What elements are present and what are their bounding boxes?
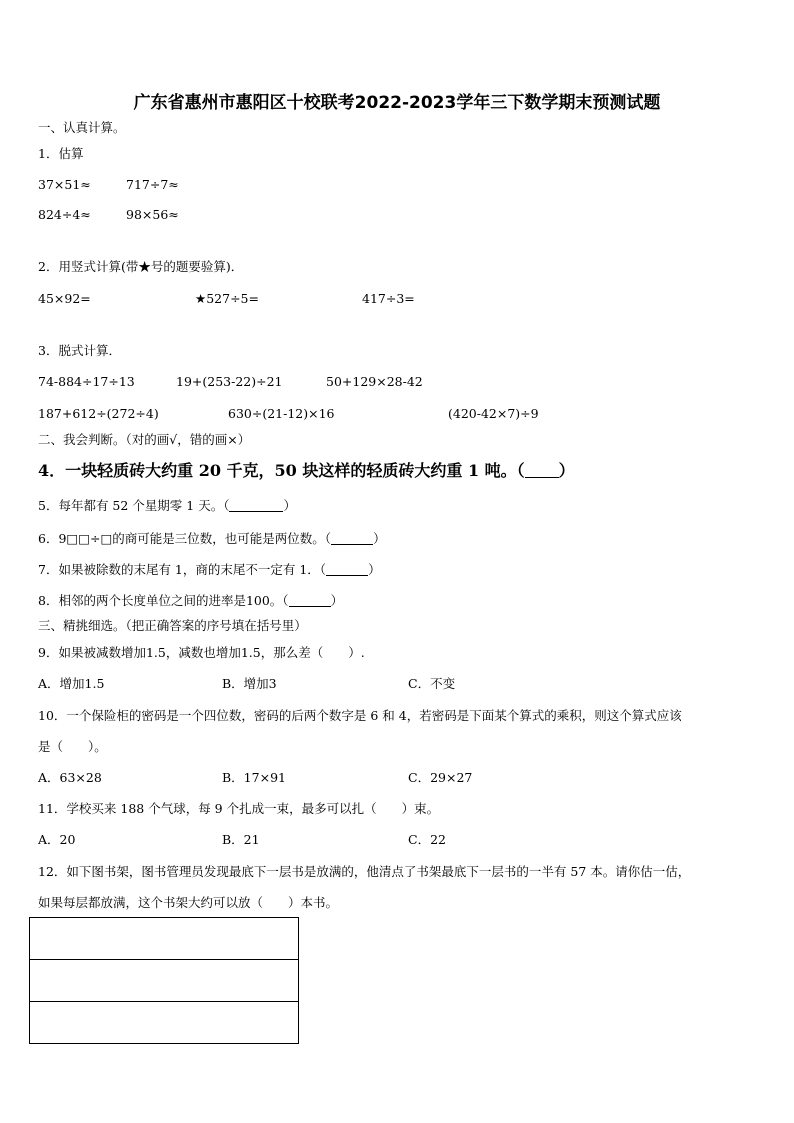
question-12-line2: 如果每层都放满，这个书架大约可以放（ ）本书。 [38, 895, 339, 910]
option-c[interactable]: C．不变 [408, 676, 456, 691]
shelf-layer [30, 1002, 298, 1044]
option-b[interactable]: B．增加3 [222, 676, 277, 691]
step-calc-item: (420-42×7)÷9 [448, 406, 539, 421]
question-6: 6．9□□÷□的商可能是三位数，也可能是两位数。（ ） [38, 531, 386, 546]
answer-blank[interactable] [229, 498, 283, 512]
step-calc-item: 19+(253-22)÷21 [176, 374, 283, 389]
bookshelf-diagram [29, 917, 299, 1044]
section-heading-2: 二、我会判断。（对的画√，错的画×） [38, 432, 251, 447]
question-4: 4．一块轻质砖大约重 20 千克，50 块这样的轻质砖大约重 1 吨。（ ） [38, 461, 575, 480]
answer-blank[interactable] [525, 464, 559, 478]
question-8: 8．相邻的两个长度单位之间的进率是100。（ ） [38, 593, 344, 608]
question-10-line2: 是（ ）。 [38, 739, 107, 754]
question-3-label: 3．脱式计算． [38, 343, 121, 358]
section-heading-3: 三、精挑细选。（把正确答案的序号填在括号里） [38, 618, 307, 633]
step-calc-item: 187+612÷(272÷4) [38, 406, 159, 421]
option-b[interactable]: B．21 [222, 832, 260, 847]
vertical-calc-item: 45×92= [38, 291, 91, 306]
option-a[interactable]: A．63×28 [38, 770, 102, 785]
step-calc-item: 630÷(21-12)×16 [228, 406, 335, 421]
estimate-item: 37×51≈ [38, 177, 91, 192]
question-4-text: 4．一块轻质砖大约重 20 千克，50 块这样的轻质砖大约重 1 吨。（ [38, 461, 525, 480]
question-2-label: 2．用竖式计算(带★号的题要验算)． [38, 259, 244, 274]
answer-blank[interactable] [331, 531, 373, 545]
question-10-line1: 10．一个保险柜的密码是一个四位数，密码的后两个数字是 6 和 4，若密码是下面某个算式的乘积，则这个算式应该 [38, 708, 682, 723]
option-c[interactable]: C．29×27 [408, 770, 473, 785]
option-c[interactable]: C．22 [408, 832, 446, 847]
step-calc-item: 74-884÷17÷13 [38, 374, 135, 389]
estimate-item: 98×56≈ [126, 207, 179, 222]
option-b[interactable]: B．17×91 [222, 770, 286, 785]
answer-blank[interactable] [289, 593, 331, 607]
question-5: 5．每年都有 52 个星期零 1 天。（ ） [38, 498, 296, 513]
question-11: 11．学校买来 188 个气球，每 9 个扎成一束，最多可以扎（ ）束。 [38, 801, 440, 816]
page-title: 广东省惠州市惠阳区十校联考2022-2023学年三下数学期末预测试题 [133, 93, 661, 113]
question-9: 9．如果被减数增加1.5，减数也增加1.5，那么差（ ）. [38, 645, 365, 660]
vertical-calc-item: 417÷3= [362, 291, 415, 306]
question-12-line1: 12．如下图书架，图书管理员发现最底下一层书是放满的，他清点了书架最底下一层书的一半有 57 本。请你估一估， [38, 864, 691, 879]
section-heading-1: 一、认真计算。 [38, 120, 126, 135]
vertical-calc-item: ★527÷5= [195, 291, 259, 306]
estimate-item: 717÷7≈ [126, 177, 179, 192]
question-1-label: 1．估算 [38, 146, 84, 161]
option-a[interactable]: A．增加1.5 [38, 676, 105, 691]
shelf-layer [30, 918, 298, 960]
answer-blank[interactable] [326, 562, 368, 576]
option-a[interactable]: A．20 [38, 832, 76, 847]
question-7: 7．如果被除数的末尾有 1，商的末尾不一定有 1．（ ） [38, 562, 381, 577]
step-calc-item: 50+129×28-42 [326, 374, 423, 389]
estimate-item: 824÷4≈ [38, 207, 91, 222]
shelf-layer [30, 960, 298, 1002]
